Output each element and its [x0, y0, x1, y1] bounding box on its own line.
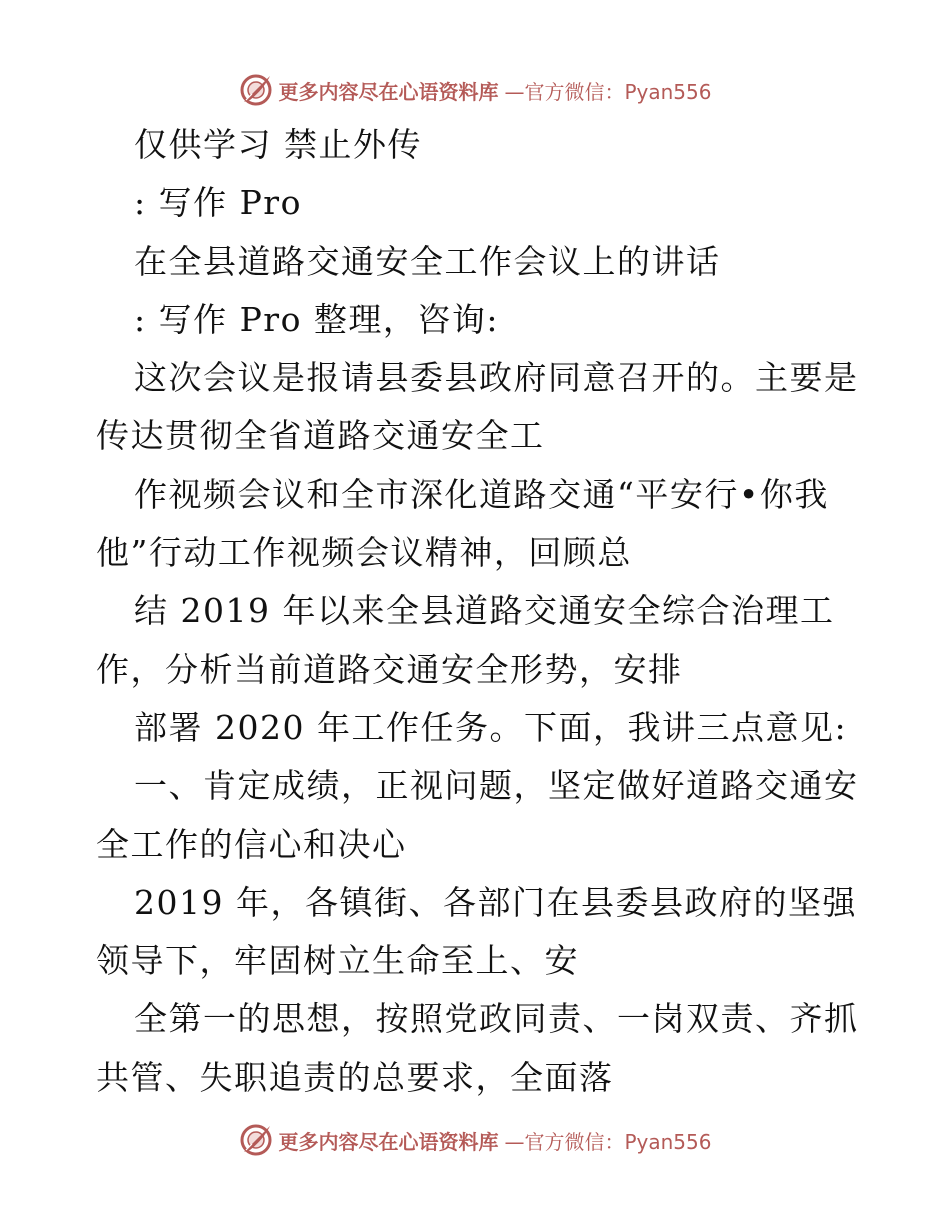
- watermark-brand-text: 更多内容尽在心语资料库: [278, 1129, 499, 1154]
- watermark-contact-text: —官方微信：Pyan556: [504, 1129, 712, 1154]
- text-line: 作，分析当前道路交通安全形势，安排: [96, 649, 683, 689]
- text-line: 领导下，牢固树立生命至上、安: [96, 941, 579, 981]
- text-line: 部署 2020 年工作任务。下面，我讲三点意见:: [134, 707, 848, 747]
- text-line: 结 2019 年以来全县道路交通安全综合治理工: [134, 591, 835, 631]
- text-line: 全工作的信心和决心: [96, 824, 407, 864]
- text-line: 作视频会议和全市深化道路交通“平安行•你我: [134, 474, 829, 514]
- watermark-header: [0, 70, 950, 110]
- text-line: 仅供学习 禁止外传: [134, 125, 422, 164]
- text-line: : 写作 Pro: [134, 183, 302, 223]
- watermark-contact-text: —官方微信：Pyan556: [504, 79, 712, 104]
- feather-circle-logo-icon: [238, 1122, 274, 1158]
- text-line: 这次会议是报请县委县政府同意召开的。主要是: [134, 358, 859, 398]
- text-line: 共管、失职追责的总要求，全面落: [96, 1057, 614, 1097]
- text-line: 全第一的思想，按照党政同责、一岗双责、齐抓: [134, 999, 859, 1039]
- watermark-footer: [0, 1120, 950, 1160]
- text-line: 2019 年，各镇街、各部门在县委县政府的坚强: [134, 882, 857, 922]
- feather-circle-logo-icon: [238, 72, 274, 108]
- text-line: : 写作 Pro 整理，咨询:: [134, 299, 500, 339]
- text-line: 他”行动工作视频会议精神，回顾总: [96, 533, 632, 573]
- text-line: 一、肯定成绩，正视问题，坚定做好道路交通安: [134, 766, 859, 806]
- text-line: 传达贯彻全省道路交通安全工: [96, 416, 545, 456]
- document-body: [96, 116, 866, 1107]
- text-line: 在全县道路交通安全工作会议上的讲话: [134, 241, 721, 281]
- watermark-brand-text: 更多内容尽在心语资料库: [278, 79, 499, 104]
